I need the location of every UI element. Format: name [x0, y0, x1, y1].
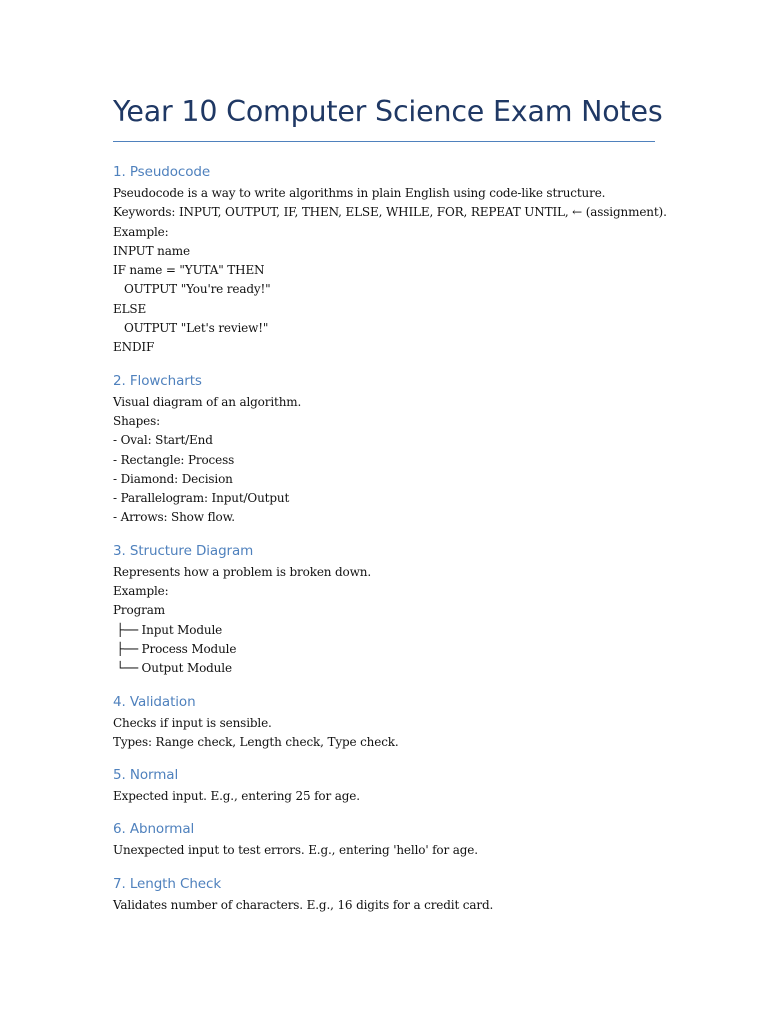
- document-content: [113, 92, 673, 915]
- tree-line: └── Output Module: [113, 661, 232, 676]
- body-line: Expected input. E.g., entering 25 for age.: [113, 789, 360, 804]
- section-heading: 4. Validation: [113, 693, 196, 710]
- code-line: IF name = "YUTA" THEN: [113, 263, 265, 278]
- code-line: OUTPUT "Let's review!": [113, 321, 269, 336]
- body-line: Keywords: INPUT, OUTPUT, IF, THEN, ELSE, WHILE, FOR, REPEAT UNTIL, ← (assignment).: [113, 205, 667, 220]
- section-structure-diagram: [113, 541, 673, 679]
- section-heading: 2. Flowcharts: [113, 372, 202, 389]
- code-line: INPUT name: [113, 243, 190, 258]
- code-line: ENDIF: [113, 340, 155, 355]
- section-abnormal: [113, 819, 673, 860]
- document-title: Year 10 Computer Science Exam Notes: [113, 92, 655, 142]
- code-line: ELSE: [113, 301, 147, 316]
- list-item: - Parallelogram: Input/Output: [113, 491, 290, 506]
- tree-line: ├── Process Module: [113, 641, 237, 656]
- tree-line: ├── Input Module: [113, 622, 223, 637]
- body-line: Example:: [113, 224, 169, 239]
- body-line: Unexpected input to test errors. E.g., entering 'hello' for age.: [113, 843, 478, 858]
- list-item: - Oval: Start/End: [113, 433, 213, 448]
- section-heading: 6. Abnormal: [113, 821, 195, 838]
- list-item: - Arrows: Show flow.: [113, 510, 235, 525]
- section-heading: 7. Length Check: [113, 875, 222, 892]
- code-line: OUTPUT "You're ready!": [113, 282, 271, 297]
- body-line: Types: Range check, Length check, Type check.: [113, 734, 399, 749]
- section-validation: [113, 692, 673, 753]
- section-pseudocode: [113, 162, 673, 358]
- body-line: Visual diagram of an algorithm.: [113, 394, 302, 409]
- tree-line: Program: [113, 603, 165, 618]
- section-flowcharts: [113, 371, 673, 528]
- section-heading: 5. Normal: [113, 767, 179, 784]
- list-item: - Rectangle: Process: [113, 452, 235, 467]
- body-line: Pseudocode is a way to write algorithms in plain English using code-like structure.: [113, 186, 606, 200]
- list-item: - Diamond: Decision: [113, 471, 233, 486]
- body-line: Example:: [113, 584, 169, 599]
- section-heading: 1. Pseudocode: [113, 164, 211, 180]
- section-length-check: [113, 874, 673, 915]
- body-line: Checks if input is sensible.: [113, 715, 272, 730]
- body-line: Represents how a problem is broken down.: [113, 564, 371, 579]
- body-line: Shapes:: [113, 413, 161, 428]
- body-line: Validates number of characters. E.g., 16 digits for a credit card.: [113, 897, 494, 912]
- section-heading: 3. Structure Diagram: [113, 542, 254, 559]
- section-normal: [113, 765, 673, 806]
